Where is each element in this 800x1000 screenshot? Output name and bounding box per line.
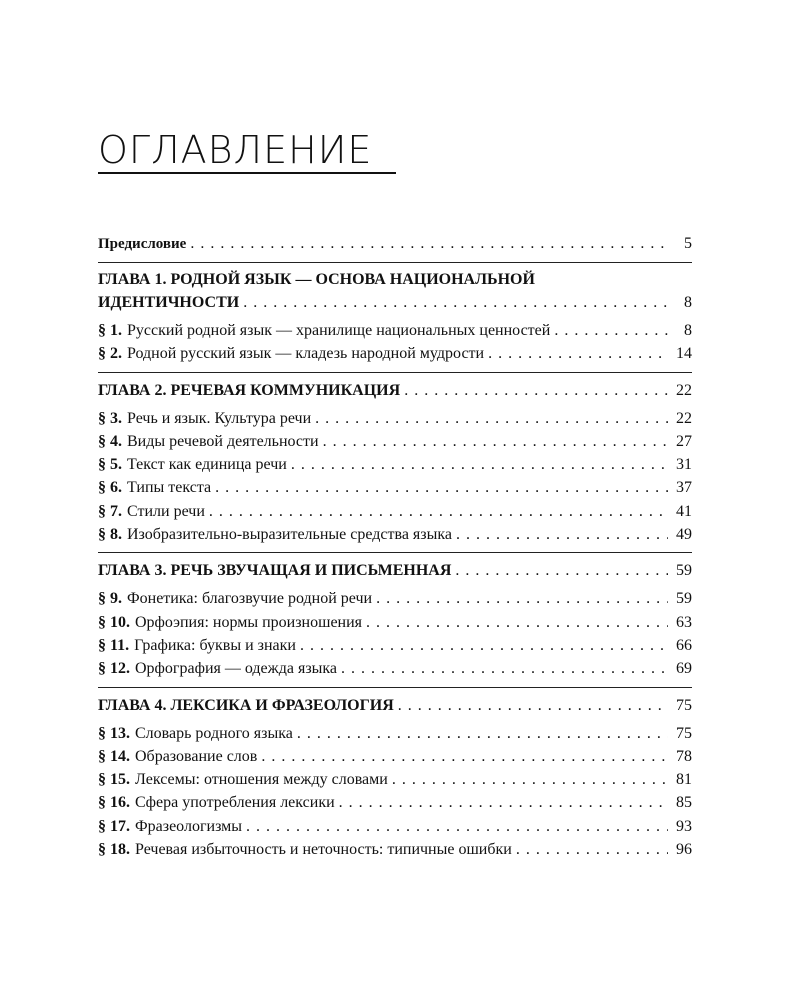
section-number: § 3.	[98, 409, 122, 427]
section-title: Образование слов	[135, 747, 258, 765]
section-list	[98, 407, 692, 547]
toc-entry-section[interactable]	[98, 634, 692, 657]
toc-entry-section[interactable]	[98, 611, 692, 634]
section-title: Речь и язык. Культура речи	[127, 409, 312, 427]
section-title: Сфера употребления лексики	[135, 794, 335, 812]
section-list	[98, 587, 692, 680]
dot-leader	[488, 342, 668, 365]
section-number: § 17.	[98, 817, 130, 835]
dot-leader	[554, 319, 668, 342]
toc-page-number: 78	[676, 747, 692, 765]
toc-page-number: 14	[676, 345, 692, 363]
section-number: § 4.	[98, 432, 122, 450]
toc-page-number: 8	[684, 322, 692, 339]
toc-entry-title: Предисловие	[98, 236, 187, 252]
section-title: Фразеологизмы	[135, 817, 243, 835]
table-of-contents	[98, 232, 692, 867]
section-title: Лексемы: отношения между словами	[135, 771, 388, 789]
section-title: Фонетика: благозвучие родной речи	[127, 590, 373, 608]
section-title: Речевая избыточность и неточность: типичные ошибки	[135, 841, 512, 859]
section-title: Орфография — одежда языка	[135, 660, 338, 678]
dot-leader	[398, 694, 668, 717]
toc-page-number: 75	[676, 696, 692, 714]
chapter-title-line: ГЛАВА 2. РЕЧЕВАЯ КОММУНИКАЦИЯ	[98, 381, 401, 399]
section-title: Типы текста	[127, 479, 212, 497]
dot-leader	[339, 791, 668, 814]
title-underline	[98, 172, 396, 174]
dot-leader	[190, 232, 668, 255]
toc-entry-section[interactable]	[98, 745, 692, 768]
dot-leader	[300, 634, 668, 657]
toc-page-number: 22	[676, 409, 692, 427]
toc-page-number: 81	[676, 771, 692, 789]
section-number: § 12.	[98, 660, 130, 678]
toc-page-number: 59	[676, 562, 692, 580]
dot-leader	[246, 815, 668, 838]
chapter-1	[98, 262, 692, 366]
page-title: ОГЛАВЛЕНИЕ	[98, 128, 373, 172]
section-number: § 14.	[98, 747, 130, 765]
section-title: Стили речи	[127, 502, 205, 520]
section-number: § 16.	[98, 794, 130, 812]
section-list	[98, 319, 692, 366]
section-number: § 5.	[98, 456, 122, 474]
chapter-2	[98, 372, 692, 547]
toc-page-number: 69	[676, 660, 692, 678]
toc-entry-section[interactable]	[98, 500, 692, 523]
dot-leader	[291, 453, 668, 476]
toc-page-number: 85	[676, 794, 692, 812]
toc-page-number: 63	[676, 613, 692, 631]
toc-entry-section[interactable]	[98, 523, 692, 546]
toc-entry-section[interactable]	[98, 319, 692, 342]
toc-page-number: 37	[676, 479, 692, 497]
dot-leader	[297, 722, 668, 745]
chapter-title-line: ГЛАВА 3. РЕЧЬ ЗВУЧАЩАЯ И ПИСЬМЕННАЯ	[98, 562, 452, 580]
section-title: Виды речевой деятельности	[127, 432, 319, 450]
toc-entry-section[interactable]	[98, 430, 692, 453]
section-number: § 13.	[98, 724, 130, 742]
toc-entry-section[interactable]	[98, 768, 692, 791]
dot-leader	[455, 559, 668, 582]
dot-leader	[243, 291, 668, 314]
section-number: § 1.	[98, 322, 122, 339]
toc-entry-section[interactable]	[98, 838, 692, 861]
dot-leader	[456, 523, 668, 546]
section-number: § 11.	[98, 636, 130, 654]
toc-entry-section[interactable]	[98, 815, 692, 838]
chapter-title-line: ГЛАВА 4. ЛЕКСИКА И ФРАЗЕОЛОГИЯ	[98, 696, 394, 714]
chapter-title-line[interactable]: ГЛАВА 1. РОДНОЙ ЯЗЫК — ОСНОВА НАЦИОНАЛЬНОЙ	[98, 271, 535, 288]
toc-page-number: 41	[676, 502, 692, 520]
toc-entry-section[interactable]	[98, 453, 692, 476]
dot-leader	[392, 768, 668, 791]
toc-entry-section[interactable]	[98, 722, 692, 745]
chapter-title-row[interactable]	[98, 379, 692, 402]
section-number: § 2.	[98, 345, 122, 363]
section-number: § 9.	[98, 590, 122, 608]
dot-leader	[209, 500, 668, 523]
toc-page-number: 5	[684, 235, 692, 252]
toc-entry-section[interactable]	[98, 407, 692, 430]
toc-page-number: 59	[676, 590, 692, 608]
section-title: Родной русский язык — кладезь народной мудрости	[127, 345, 485, 363]
chapter-title-line: ИДЕНТИЧНОСТИ	[98, 294, 240, 311]
toc-page-number: 66	[676, 636, 692, 654]
toc-page-number: 22	[676, 381, 692, 399]
section-number: § 8.	[98, 526, 122, 544]
chapter-4	[98, 687, 692, 862]
toc-page-number: 31	[676, 456, 692, 474]
dot-leader	[261, 745, 668, 768]
section-title: Графика: буквы и знаки	[134, 636, 296, 654]
toc-entry-section[interactable]	[98, 657, 692, 680]
toc-page-number: 49	[676, 526, 692, 544]
chapter-3	[98, 552, 692, 680]
chapter-title-row[interactable]	[98, 694, 692, 717]
toc-entry-section[interactable]	[98, 791, 692, 814]
dot-leader	[215, 476, 668, 499]
section-list	[98, 722, 692, 862]
section-number: § 15.	[98, 771, 130, 789]
toc-entry-section[interactable]	[98, 476, 692, 499]
toc-entry-preface[interactable]	[98, 232, 692, 256]
dot-leader	[341, 657, 668, 680]
section-number: § 6.	[98, 479, 122, 497]
dot-leader	[376, 587, 668, 610]
dot-leader	[323, 430, 668, 453]
toc-page-number: 75	[676, 724, 692, 742]
section-title: Русский родной язык — хранилище национальных ценностей	[127, 322, 551, 339]
dot-leader	[315, 407, 668, 430]
toc-page-number: 96	[676, 841, 692, 859]
dot-leader	[366, 611, 668, 634]
chapter-title-row[interactable]	[98, 559, 692, 582]
toc-entry-section[interactable]	[98, 587, 692, 610]
toc-page-number: 27	[676, 432, 692, 450]
toc-entry-section[interactable]	[98, 342, 692, 365]
section-number: § 10.	[98, 613, 130, 631]
dot-leader	[404, 379, 668, 402]
section-title: Орфоэпия: нормы произношения	[135, 613, 363, 631]
dot-leader	[516, 838, 668, 861]
section-title: Текст как единица речи	[127, 456, 287, 474]
toc-page-number: 93	[676, 817, 692, 835]
section-title: Словарь родного языка	[135, 724, 293, 742]
section-number: § 18.	[98, 841, 130, 859]
section-title: Изобразительно-выразительные средства языка	[127, 526, 452, 544]
section-number: § 7.	[98, 502, 122, 520]
chapter-title-row[interactable]	[98, 291, 692, 314]
toc-page-number: 8	[684, 294, 692, 311]
